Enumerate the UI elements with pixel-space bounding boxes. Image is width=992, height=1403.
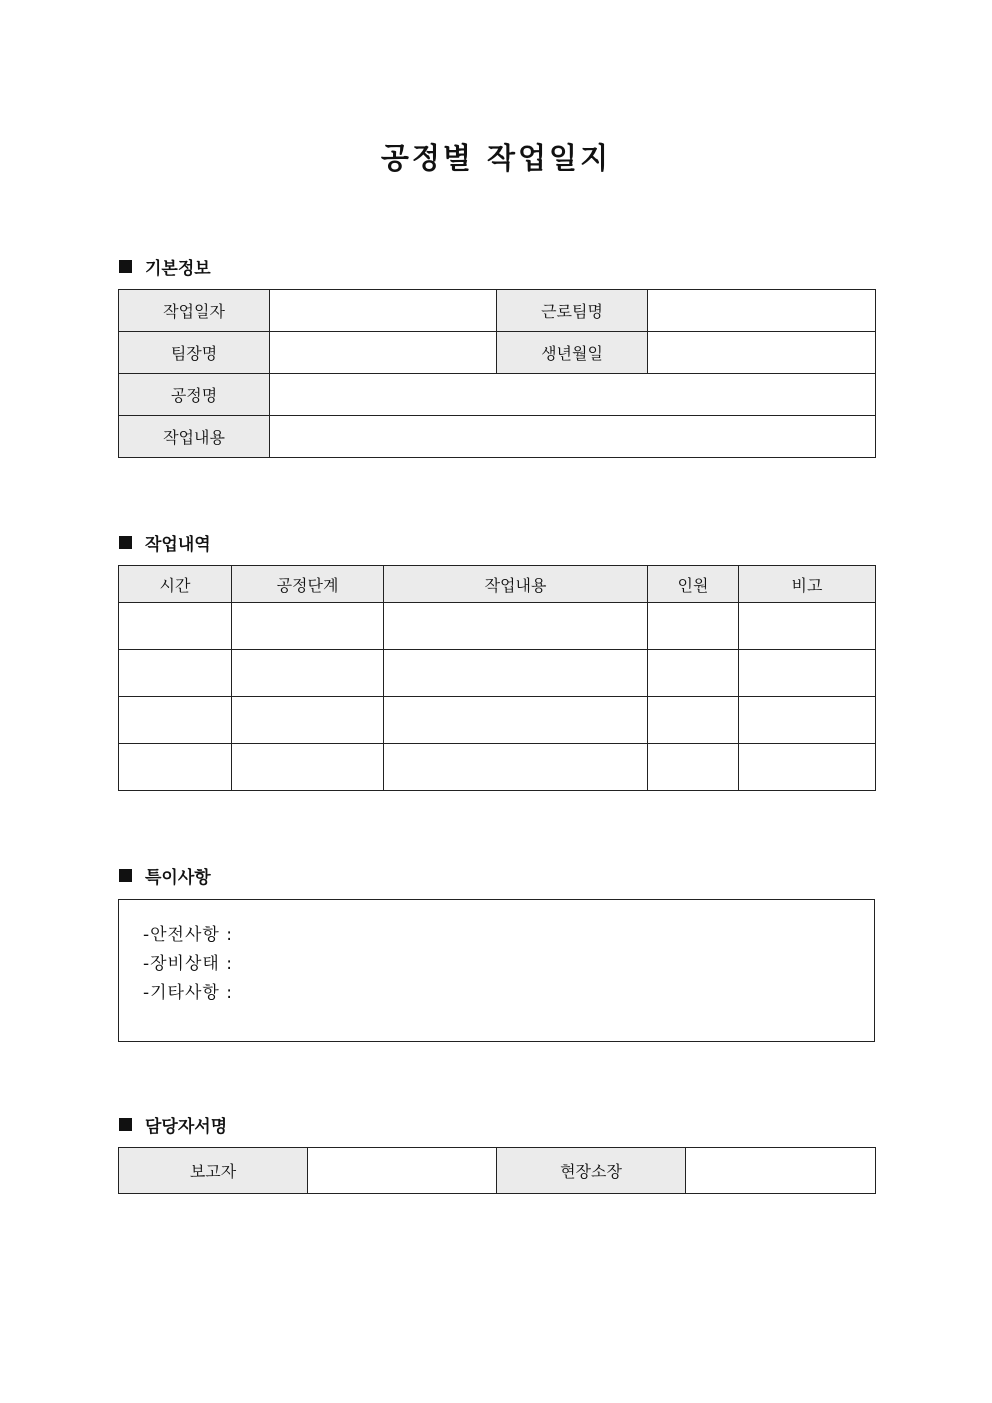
table-header-row <box>119 566 876 603</box>
square-bullet-icon <box>119 869 132 882</box>
column-header-remarks: 비고 <box>739 566 876 603</box>
remarks-cell[interactable] <box>739 744 876 791</box>
signature-table <box>118 1147 876 1194</box>
process-name-field[interactable] <box>270 374 876 416</box>
section-heading-work-details <box>119 530 211 555</box>
table-row <box>119 416 876 458</box>
column-header-personnel: 인원 <box>648 566 739 603</box>
section-heading-basic-info <box>119 254 211 279</box>
table-row <box>119 650 876 697</box>
work-content-cell[interactable] <box>384 697 648 744</box>
table-row <box>119 603 876 650</box>
notes-box[interactable] <box>118 899 875 1042</box>
table-row <box>119 697 876 744</box>
column-header-work-content: 작업내용 <box>384 566 648 603</box>
square-bullet-icon <box>119 260 132 273</box>
table-row <box>119 374 876 416</box>
table-row <box>119 1148 876 1194</box>
other-notes-line: -기타사항 : <box>143 983 233 1003</box>
birth-date-field[interactable] <box>648 332 876 374</box>
site-manager-signature-field[interactable] <box>686 1148 876 1194</box>
work-content-cell[interactable] <box>384 744 648 791</box>
remarks-cell[interactable] <box>739 697 876 744</box>
personnel-cell[interactable] <box>648 603 739 650</box>
table-row <box>119 332 876 374</box>
section-heading-signature <box>119 1112 227 1137</box>
section-heading-notes <box>119 863 211 888</box>
reporter-signature-field[interactable] <box>308 1148 497 1194</box>
page-title: 공정별 작업일지 <box>380 141 612 175</box>
personnel-cell[interactable] <box>648 697 739 744</box>
process-name-label: 공정명 <box>119 374 270 416</box>
site-manager-label: 현장소장 <box>497 1148 686 1194</box>
work-content-cell[interactable] <box>384 603 648 650</box>
reporter-label: 보고자 <box>119 1148 308 1194</box>
section-heading-label: 담당자서명 <box>145 1117 228 1137</box>
work-content-label: 작업내용 <box>119 416 270 458</box>
team-name-field[interactable] <box>648 290 876 332</box>
process-step-cell[interactable] <box>232 650 384 697</box>
table-row <box>119 744 876 791</box>
process-step-cell[interactable] <box>232 744 384 791</box>
team-leader-field[interactable] <box>270 332 497 374</box>
section-heading-label: 작업내역 <box>145 535 211 555</box>
personnel-cell[interactable] <box>648 744 739 791</box>
process-step-cell[interactable] <box>232 603 384 650</box>
work-details-table <box>118 565 876 791</box>
remarks-cell[interactable] <box>739 603 876 650</box>
equipment-status-line: -장비상태 : <box>143 954 233 974</box>
square-bullet-icon <box>119 1118 132 1131</box>
basic-info-table <box>118 289 876 458</box>
time-cell[interactable] <box>119 650 232 697</box>
table-row <box>119 290 876 332</box>
column-header-process-step: 공정단계 <box>232 566 384 603</box>
process-step-cell[interactable] <box>232 697 384 744</box>
personnel-cell[interactable] <box>648 650 739 697</box>
team-leader-label: 팀장명 <box>119 332 270 374</box>
safety-notes-line: -안전사항 : <box>143 925 233 945</box>
time-cell[interactable] <box>119 603 232 650</box>
remarks-cell[interactable] <box>739 650 876 697</box>
work-content-field[interactable] <box>270 416 876 458</box>
work-date-field[interactable] <box>270 290 497 332</box>
work-date-label: 작업일자 <box>119 290 270 332</box>
square-bullet-icon <box>119 536 132 549</box>
birth-date-label: 생년월일 <box>497 332 648 374</box>
column-header-time: 시간 <box>119 566 232 603</box>
time-cell[interactable] <box>119 697 232 744</box>
section-heading-label: 특이사항 <box>145 868 211 888</box>
work-content-cell[interactable] <box>384 650 648 697</box>
section-heading-label: 기본정보 <box>145 259 211 279</box>
time-cell[interactable] <box>119 744 232 791</box>
team-name-label: 근로팀명 <box>497 290 648 332</box>
